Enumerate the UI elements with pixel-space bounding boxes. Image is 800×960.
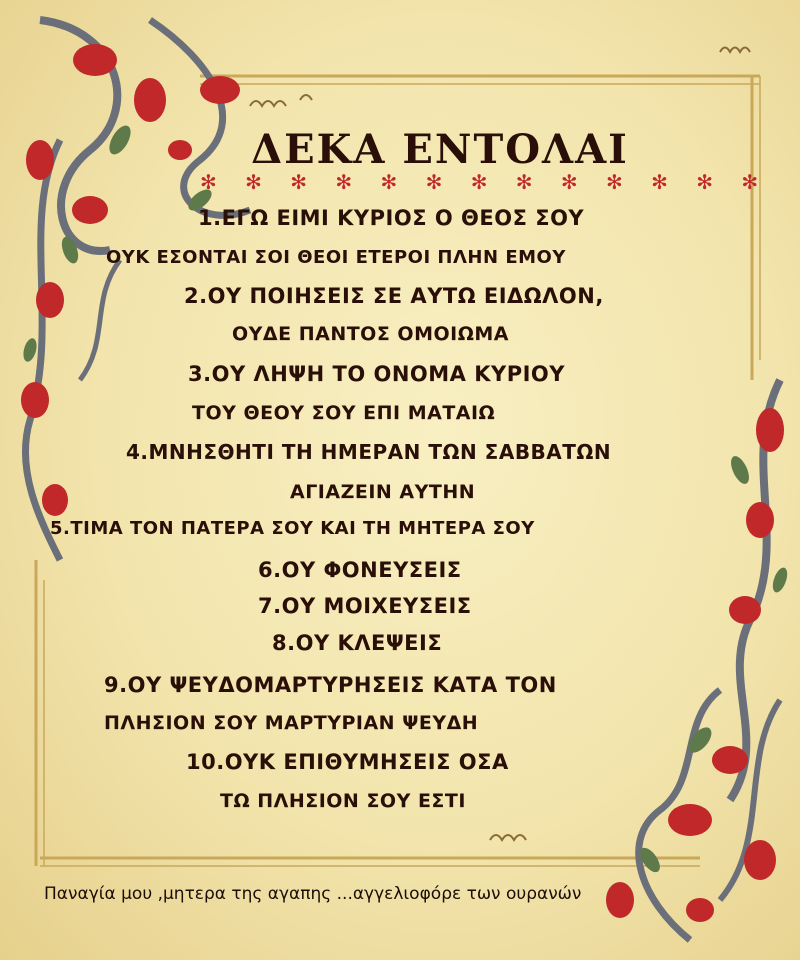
commandment-line: 10.ΟΥΚ ΕΠΙΘΥΜΗΣΕΙΣ ΟΣΑ [186, 750, 509, 774]
commandment-line: ΑΓΙΑΖΕΙΝ ΑΥΤΗΝ [290, 481, 476, 503]
commandment-line: 3.ΟΥ ΛΗΨΗ ΤΟ ΟΝΟΜΑ ΚΥΡΙΟΥ [188, 362, 565, 386]
commandment-line: ΤΩ ΠΛΗΣΙΟΝ ΣΟΥ ΕΣΤΙ [220, 790, 466, 812]
commandment-line: 1.ΕΓΩ ΕΙΜΙ ΚΥΡΙΟΣ Ο ΘΕΟΣ ΣΟΥ [198, 206, 585, 230]
flowers-bottom-right [606, 408, 784, 922]
commandment-line: 7.ΟΥ ΜΟΙΧΕΥΣΕΙΣ [258, 594, 472, 618]
commandment-line: 2.ΟΥ ΠΟΙΗΣΕΙΣ ΣΕ ΑΥΤΩ ΕΙΔΩΛΟΝ, [184, 284, 604, 308]
commandment-line: 5.ΤΙΜΑ ΤΟΝ ΠΑΤΕΡΑ ΣΟΥ ΚΑΙ ΤΗ ΜΗΤΕΡΑ ΣΟΥ [50, 518, 535, 539]
commandment-line: ΠΛΗΣΙΟΝ ΣΟΥ ΜΑΡΤΥΡΙΑΝ ΨΕΥΔΗ [104, 712, 479, 734]
commandment-line: ΟΥΚ ΕΣΟΝΤΑΙ ΣΟΙ ΘΕΟΙ ΕΤΕΡΟΙ ΠΛΗΝ ΕΜΟΥ [106, 247, 566, 268]
commandment-line: 6.ΟΥ ΦΟΝΕΥΣΕΙΣ [258, 558, 462, 582]
commandment-line: 8.ΟΥ ΚΛΕΨΕΙΣ [272, 631, 443, 655]
commandment-line: ΤΟΥ ΘΕΟΥ ΣΟΥ ΕΠΙ ΜΑΤΑΙΩ [192, 402, 496, 424]
page-title: ΔΕΚΑ ΕΝΤΟΛΑΙ [251, 126, 629, 173]
commandment-line: ΟΥΔΕ ΠΑΝΤΟΣ ΟΜΟΙΩΜΑ [232, 323, 509, 345]
footer-caption: Παναγία μου ,μητερα της αγαπης ...αγγελιοφόρε των ουρανών [44, 884, 582, 904]
commandment-line: 4.ΜΝΗΣΘΗΤΙ ΤΗ ΗΜΕΡΑΝ ΤΩΝ ΣΑΒΒΑΤΩΝ [126, 440, 612, 464]
gold-frame [36, 76, 770, 866]
commandment-line: 9.ΟΥ ΨΕΥΔΟΜΑΡΤΥΡΗΣΕΙΣ ΚΑΤΑ ΤΟΝ [104, 673, 557, 697]
star-divider: ✻ ✻ ✻ ✻ ✻ ✻ ✻ ✻ ✻ ✻ ✻ ✻ ✻ [200, 170, 770, 194]
